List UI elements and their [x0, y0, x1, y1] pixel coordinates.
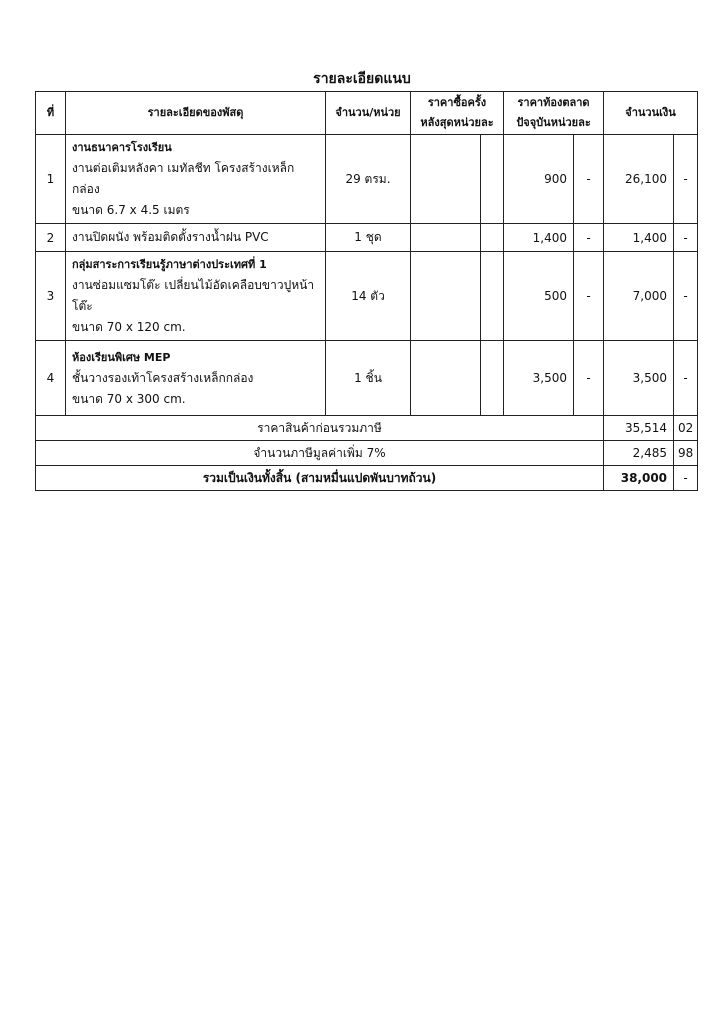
subtotal-amount: 35,514	[604, 416, 674, 441]
vat-label: จำนวนภาษีมูลค่าเพิ่ม 7%	[36, 441, 604, 466]
row-market-price: 500	[504, 252, 574, 341]
row-quantity: 1 ชิ้น	[326, 341, 411, 416]
item-details-table	[35, 91, 698, 491]
row-quantity: 1 ชุด	[326, 224, 411, 252]
row-last-price	[411, 135, 481, 224]
row-last-price-satang	[481, 135, 504, 224]
header-no: ที่	[36, 92, 66, 135]
total-label: รวมเป็นเงินทั้งสิ้น (สามหมื่นแปดพันบาทถ้วน)	[36, 466, 604, 491]
subtotal-satang: 02	[674, 416, 698, 441]
row-description	[66, 135, 326, 224]
row-line: ชั้นวางรองเท้าโครงสร้างเหล็กกล่อง	[72, 370, 254, 385]
row-last-price-satang	[481, 341, 504, 416]
row-number: 4	[36, 341, 66, 416]
row-market-satang: -	[574, 224, 604, 252]
row-amount-satang: -	[674, 224, 698, 252]
table-row	[36, 224, 698, 252]
row-group-title: งานธนาคารโรงเรียน	[72, 141, 172, 154]
row-description	[66, 252, 326, 341]
subtotal-row	[36, 416, 698, 441]
row-amount-satang: -	[674, 135, 698, 224]
vat-amount: 2,485	[604, 441, 674, 466]
total-row	[36, 466, 698, 491]
vat-satang: 98	[674, 441, 698, 466]
row-number: 3	[36, 252, 66, 341]
row-market-satang: -	[574, 341, 604, 416]
row-amount-satang: -	[674, 341, 698, 416]
row-last-price	[411, 341, 481, 416]
row-market-satang: -	[574, 135, 604, 224]
row-number: 2	[36, 224, 66, 252]
table-row	[36, 341, 698, 416]
header-amount: จำนวนเงิน	[604, 92, 698, 135]
row-amount: 26,100	[604, 135, 674, 224]
row-line: ขนาด 70 x 300 cm.	[72, 391, 186, 406]
total-satang: -	[674, 466, 698, 491]
vat-row	[36, 441, 698, 466]
header-market-price: ราคาท้องตลาด ปัจจุบันหน่วยละ	[504, 92, 604, 135]
row-market-price: 1,400	[504, 224, 574, 252]
row-amount: 7,000	[604, 252, 674, 341]
row-amount: 1,400	[604, 224, 674, 252]
row-quantity: 14 ตัว	[326, 252, 411, 341]
row-line: งานปิดผนัง พร้อมติดตั้งรางน้ำฝน PVC	[72, 230, 269, 244]
total-amount: 38,000	[604, 466, 674, 491]
row-description	[66, 341, 326, 416]
table-row	[36, 135, 698, 224]
subtotal-label: ราคาสินค้าก่อนรวมภาษี	[36, 416, 604, 441]
row-group-title: ห้องเรียนพิเศษ MEP	[72, 350, 171, 364]
row-amount-satang: -	[674, 252, 698, 341]
row-last-price	[411, 252, 481, 341]
header-description: รายละเอียดของพัสดุ	[66, 92, 326, 135]
row-number: 1	[36, 135, 66, 224]
table-row	[36, 252, 698, 341]
row-description	[66, 224, 326, 252]
row-line: งานซ่อมแซมโต๊ะ เปลี่ยนไม้อัดเคลือบขาวปูหน้าโต๊ะ	[72, 278, 315, 313]
row-last-price-satang	[481, 252, 504, 341]
row-quantity: 29 ตรม.	[326, 135, 411, 224]
row-line: ขนาด 70 x 120 cm.	[72, 320, 186, 334]
document-title: รายละเอียดแนบ	[313, 71, 411, 87]
table-header-row	[36, 92, 698, 135]
row-group-title: กลุ่มสาระการเรียนรู้ภาษาต่างประเทศที่ 1	[72, 258, 267, 271]
row-last-price	[411, 224, 481, 252]
row-market-price: 3,500	[504, 341, 574, 416]
row-line: ขนาด 6.7 x 4.5 เมตร	[72, 203, 190, 217]
row-last-price-satang	[481, 224, 504, 252]
header-last-price: ราคาซื้อครั้ง หลังสุดหน่วยละ	[411, 92, 504, 135]
row-amount: 3,500	[604, 341, 674, 416]
row-line: งานต่อเติมหลังคา เมทัลชีท โครงสร้างเหล็กกล่อง	[72, 161, 295, 196]
row-market-satang: -	[574, 252, 604, 341]
header-quantity: จำนวน/หน่วย	[326, 92, 411, 135]
row-market-price: 900	[504, 135, 574, 224]
